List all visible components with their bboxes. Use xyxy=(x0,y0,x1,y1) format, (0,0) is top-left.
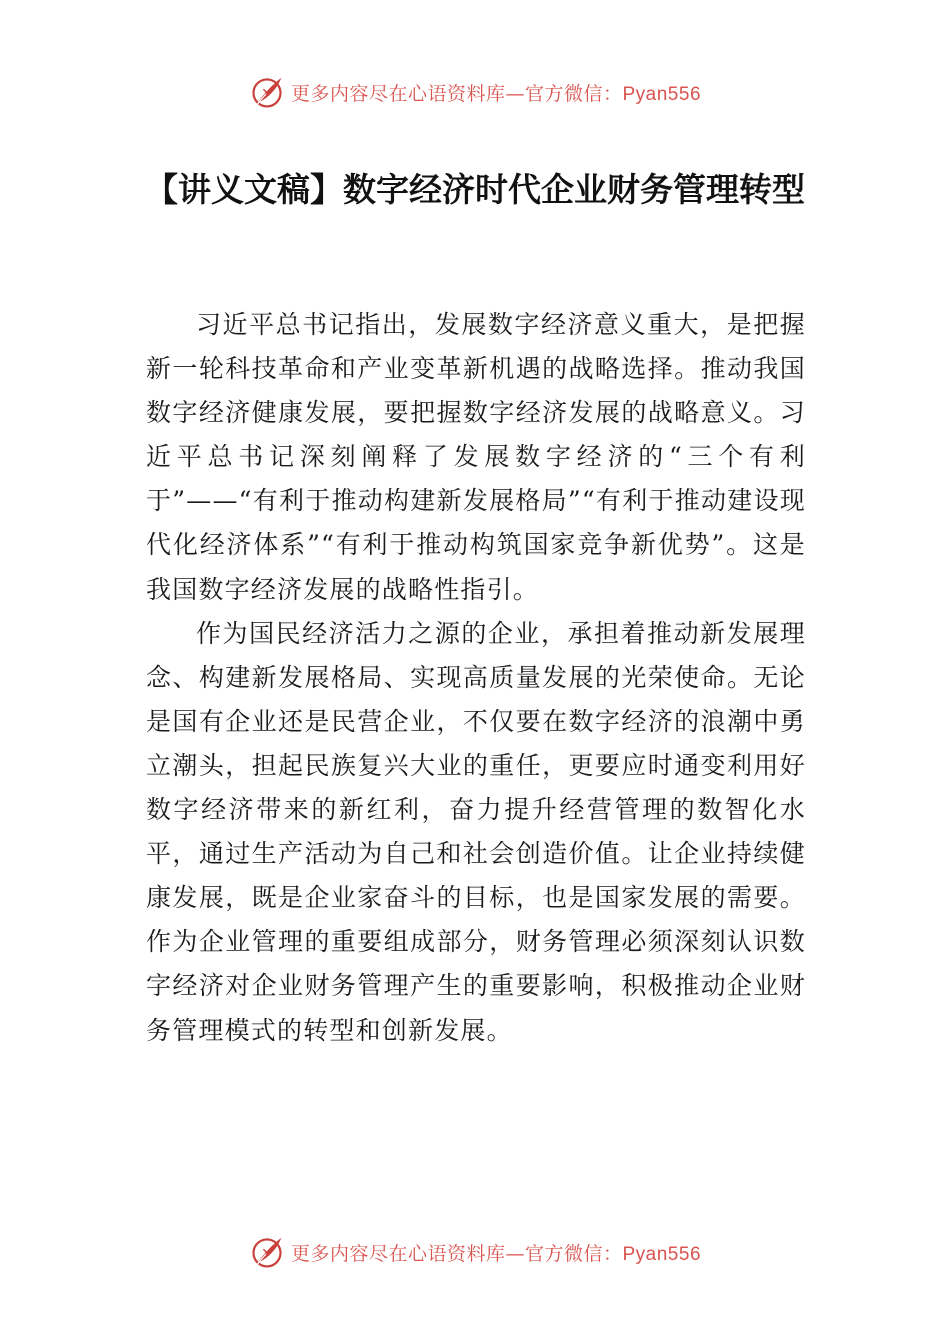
header-banner xyxy=(0,70,950,114)
header-banner-text: 更多内容尽在心语资料库—官方微信：Pyan556 xyxy=(290,82,702,105)
quill-logo-icon xyxy=(249,1234,285,1270)
header-wechat-id: Pyan556 xyxy=(622,83,702,105)
footer-banner-text: 更多内容尽在心语资料库—官方微信：Pyan556 xyxy=(290,1242,702,1265)
quill-logo-icon xyxy=(249,74,285,110)
document-title: 【讲义文稿】数字经济时代企业财务管理转型 xyxy=(145,170,805,209)
paragraph: 习近平总书记指出，发展数字经济意义重大，是把握新一轮科技革命和产业变革新机遇的战略选择。推动我国数字经济健康发展，要把握数字经济发展的战略意义。习近平总书记深刻阐释了发展数字经济的“三个有利于”——“有利于推动构建新发展格局”“有利于推动建设现代化经济体系”“有利于推动构筑国家竞争新优势”。这是我国数字经济发展的战略性指引。 xyxy=(146,310,806,604)
footer-wechat-id: Pyan556 xyxy=(622,1243,702,1265)
document-body xyxy=(146,303,806,1053)
footer-banner xyxy=(0,1230,950,1274)
paragraph: 作为国民经济活力之源的企业，承担着推动新发展理念、构建新发展格局、实现高质量发展的光荣使命。无论是国有企业还是民营企业，不仅要在数字经济的浪潮中勇立潮头，担起民族复兴大业的重任，更要应时通变利用好数字经济带来的新红利，奋力提升经营管理的数智化水平，通过生产活动为自己和社会创造价值。让企业持续健康发展，既是企业家奋斗的目标，也是国家发展的需要。作为企业管理的重要组成部分，财务管理必须深刻认识数字经济对企业财务管理产生的重要影响，积极推动企业财务管理模式的转型和创新发展。 xyxy=(146,618,806,1045)
